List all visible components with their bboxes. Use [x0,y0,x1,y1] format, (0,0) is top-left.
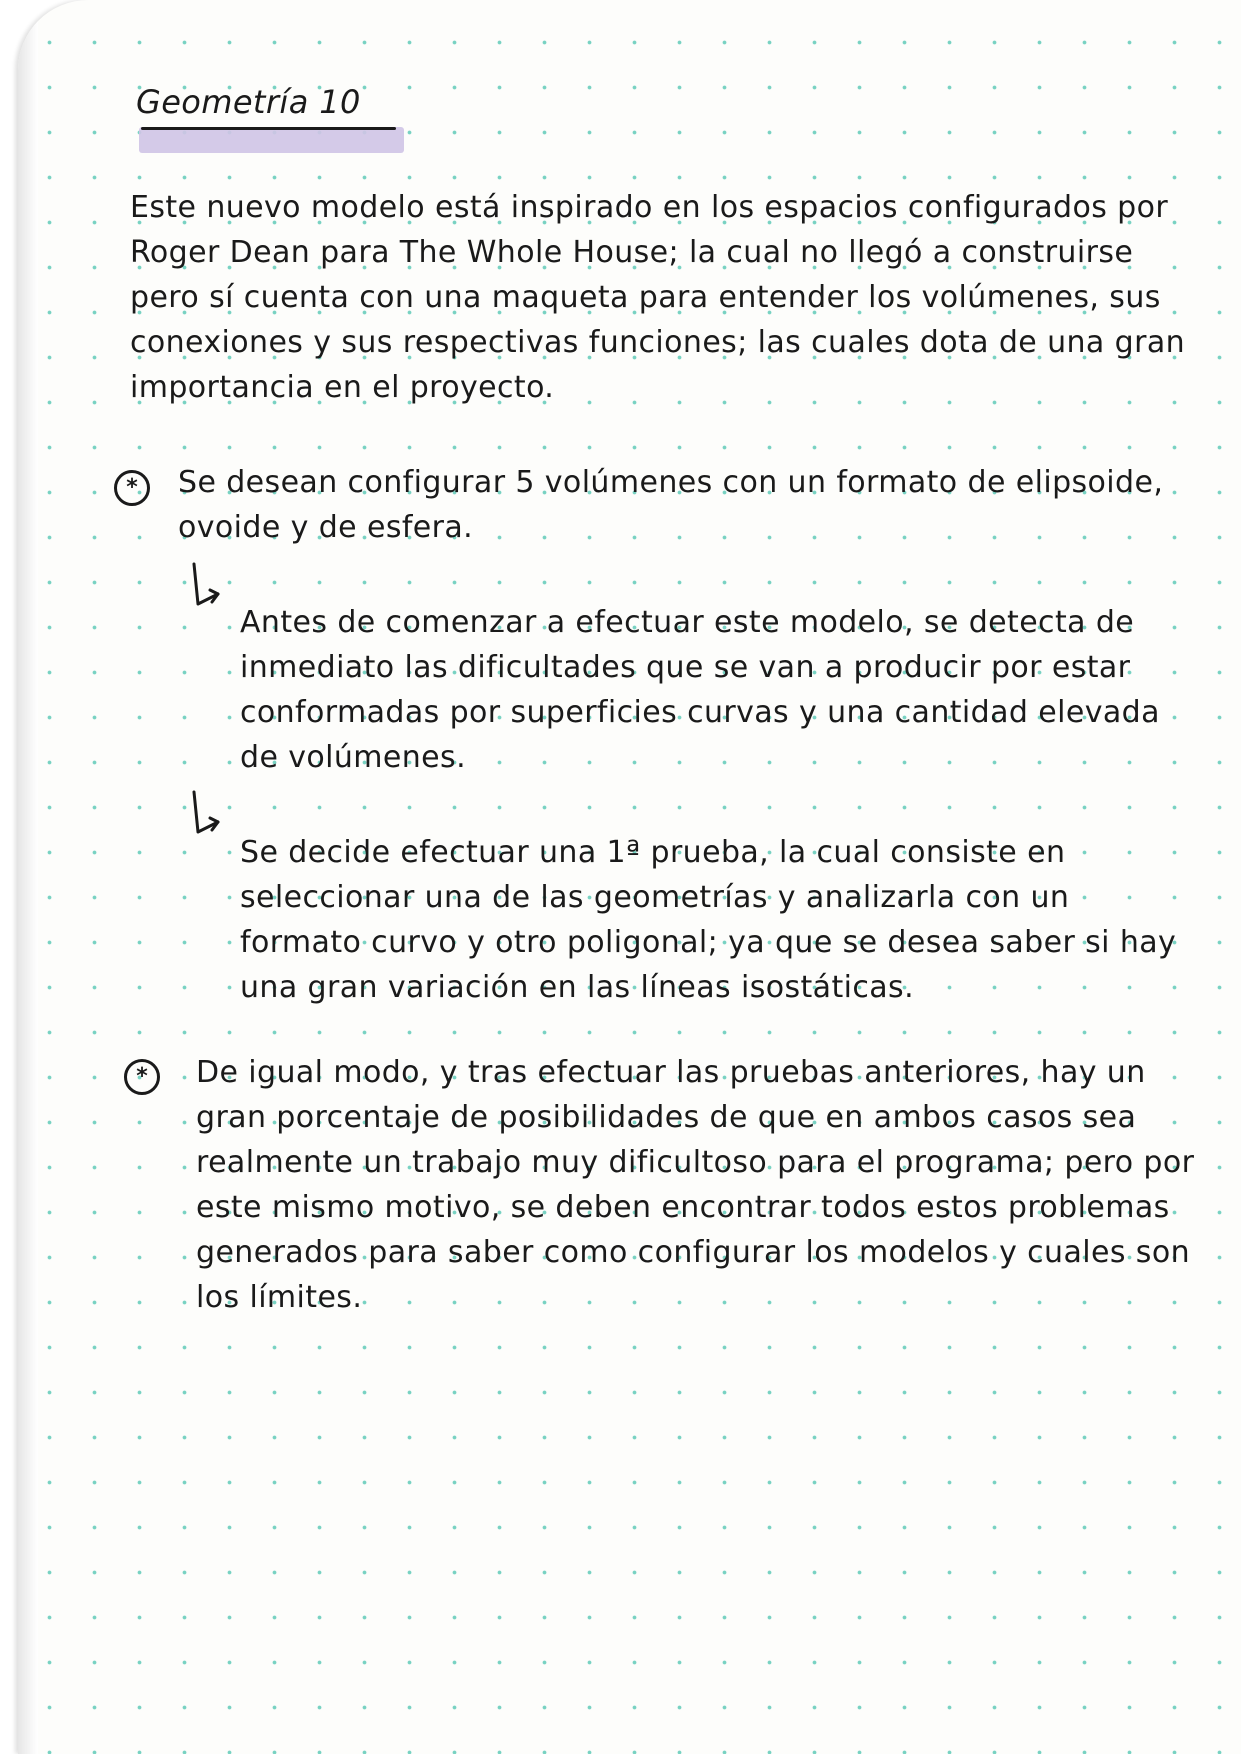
asterisk-circle-icon: * [114,470,150,506]
page-title: Geometría 10 [136,83,361,121]
sub-item-2-text: Se decide efectuar una 1ª prueba, la cual consiste en seleccionar una de las geometrías y analizarla con un formato curvo y otro poligonal; ya que se desea saber si hay una gran variación en las líneas isostáticas. [240,835,1177,1005]
title-highlight [139,127,404,153]
asterisk-circle-icon: * [124,1059,160,1095]
bullet-2-text: De igual modo, y tras efectuar las pruebas anteriores, hay un gran porcentaje de posibilidades de que en ambos casos sea realmente un trabajo muy dificultoso para el programa; pero por este mismo motivo, se deben encontrar todos estos problemas generados para saber como configurar los modelos y cuales son los límites. [196,1055,1195,1315]
intro-paragraph: Este nuevo modelo está inspirado en los espacios configurados por Roger Dean para The Whole House; la cual no llegó a construirse pero sí cuenta con una maqueta para entender los volúmenes, sus conexiones y sus respectivas funciones; las cuales dota de una gran importancia en el proyecto. [130,190,1186,405]
arrow-return-icon [188,560,228,612]
page-edge-shadow [18,0,38,1754]
bullet-1-text: Se desean configurar 5 volúmenes con un formato de elipsoide, ovoide y de esfera. [178,465,1164,545]
arrow-return-icon [188,788,228,840]
notebook-page [18,0,1241,1754]
sub-item-1-text: Antes de comenzar a efectuar este modelo, se detecta de inmediato las dificultades que se van a producir por estar conformadas por superficies curvas y una cantidad elevada de volúmenes. [240,605,1160,775]
title-underline [141,127,396,130]
